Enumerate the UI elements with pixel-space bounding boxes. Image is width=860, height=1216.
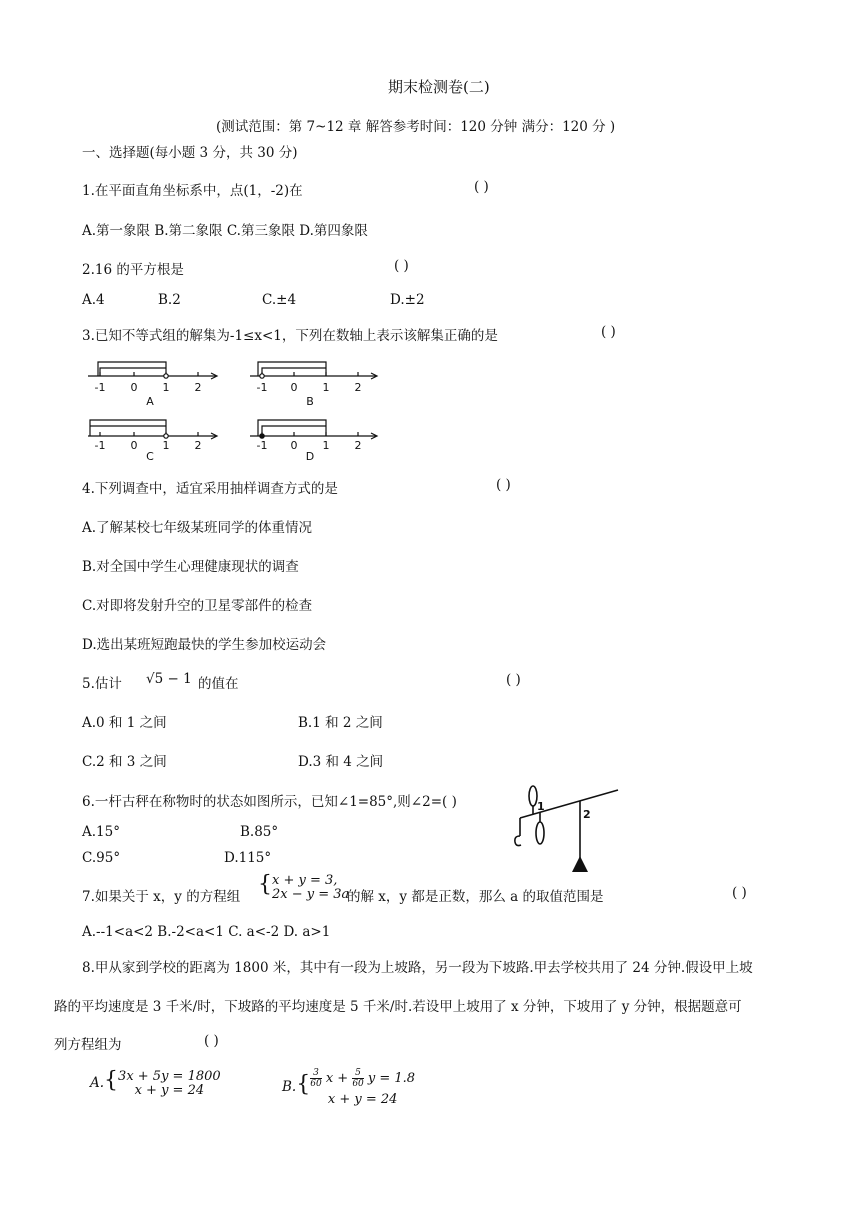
axis-b-tick-1: -1 xyxy=(256,381,268,394)
question-5-answer-paren: ( ) xyxy=(506,672,521,688)
option-a-label: A xyxy=(146,395,154,408)
steelyard-diagram xyxy=(508,780,628,880)
question-7-options: A.--1<a<2 B.-2<a<1 C. a<-2 D. a>1 xyxy=(82,924,331,940)
axis-b-tick-2: 0 xyxy=(290,381,298,394)
question-4-stem: 4.下列调查中，适宜采用抽样调查方式的是 xyxy=(82,481,338,497)
number-line-c xyxy=(88,420,217,439)
axis-c-tick-4: 2 xyxy=(194,439,202,452)
question-8-answer-paren: ( ) xyxy=(204,1033,219,1049)
question-2-answer-paren: ( ) xyxy=(394,258,409,274)
question-5-expression: √5 − 1 xyxy=(146,671,192,687)
question-7-answer-paren: ( ) xyxy=(732,885,747,901)
section-heading: 一、选择题(每小题 3 分，共 30 分) xyxy=(82,145,298,161)
weight-triangle xyxy=(572,856,588,872)
axis-a-tick-4: 2 xyxy=(194,381,202,394)
question-6-option-a: A.15° xyxy=(82,824,120,840)
question-7-stem-end: 的解 x，y 都是正数，那么 a 的取值范围是 xyxy=(347,889,604,905)
question-3-stem: 3.已知不等式组的解集为-1≤x<1，下列在数轴上表示该解集正确的是 xyxy=(82,328,498,344)
fraction-3-60: $\frac{3}{60}$ xyxy=(310,1068,322,1089)
question-4-option-c: C.对即将发射升空的卫星零部件的检查 xyxy=(82,598,313,614)
equation-stack xyxy=(310,1068,415,1107)
equation-2: x + y = 24 xyxy=(134,1082,205,1098)
option-b-label: B. xyxy=(282,1079,297,1095)
question-5-stem-end: 的值在 xyxy=(198,676,239,692)
equation-2: x + y = 24 xyxy=(327,1092,398,1107)
question-8-option-b xyxy=(282,1068,415,1107)
equation-1: $\frac{3}{60}$ x + $\frac{5}{60}$ y = 1.8 xyxy=(310,1068,416,1089)
equation-stack xyxy=(272,874,349,902)
number-line-a xyxy=(88,362,217,379)
question-2-option-a: A.4 xyxy=(82,292,105,308)
axis-b-tick-4: 2 xyxy=(354,381,362,394)
question-6-option-b: B.85° xyxy=(240,824,279,840)
question-5-option-c: C.2 和 3 之间 xyxy=(82,754,167,770)
question-5-option-d: D.3 和 4 之间 xyxy=(298,754,384,770)
question-3-number-lines xyxy=(80,352,400,464)
page-title: 期末检测卷(二) xyxy=(388,78,490,96)
axis-c-tick-2: 0 xyxy=(130,439,138,452)
question-1-options: A.第一象限 B.第二象限 C.第三象限 D.第四象限 xyxy=(82,223,368,239)
question-2-option-b: B.2 xyxy=(158,292,181,308)
question-6-stem: 6.一杆古秤在称物时的状态如图所示，已知∠1=85°,则∠2=( ) xyxy=(82,794,457,810)
question-8-option-a xyxy=(90,1068,221,1098)
question-4-answer-paren: ( ) xyxy=(496,477,511,493)
equation-stack xyxy=(118,1070,221,1098)
question-7-stem: 7.如果关于 x，y 的方程组 xyxy=(82,889,241,905)
axis-c-tick-1: -1 xyxy=(94,439,106,452)
equation-2: 2x − y = 3a xyxy=(272,886,350,902)
option-d-label: D xyxy=(305,450,315,463)
question-4-option-d: D.选出某班短跑最快的学生参加校运动会 xyxy=(82,637,327,653)
exam-subtitle: (测试范围：第 7~12 章 解答参考时间：120 分钟 满分：120 分 ) xyxy=(216,119,616,135)
question-8-line-1: 8.甲从家到学校的距离为 1800 米，其中有一段为上坡路，另一段为下坡路.甲去学校共用了 24 分钟.假设甲上坡 xyxy=(82,960,753,976)
question-2-stem: 2.16 的平方根是 xyxy=(82,262,184,278)
question-8-line-3: 列方程组为 xyxy=(54,1037,122,1053)
question-3-answer-paren: ( ) xyxy=(601,324,616,340)
left-brace: { xyxy=(258,872,272,897)
left-brace: { xyxy=(296,1072,311,1097)
question-5-option-b: B.1 和 2 之间 xyxy=(298,715,383,731)
question-6-option-c: C.95° xyxy=(82,850,121,866)
equation-1: x + y = 3, xyxy=(272,872,338,888)
axis-a-tick-2: 0 xyxy=(130,381,138,394)
axis-d-tick-2: 0 xyxy=(290,439,298,452)
angle-1-label: 1 xyxy=(537,800,545,813)
question-4-option-a: A.了解某校七年级某班同学的体重情况 xyxy=(82,520,313,536)
question-1-answer-paren: ( ) xyxy=(474,179,489,195)
question-1-stem: 1.在平面直角坐标系中，点(1，-2)在 xyxy=(82,183,303,199)
axis-d-tick-1: -1 xyxy=(256,439,268,452)
question-7-system xyxy=(258,872,349,902)
option-b-label: B xyxy=(306,395,314,408)
question-4-option-b: B.对全国中学生心理健康现状的调查 xyxy=(82,559,299,575)
question-5-stem: 5.估计 xyxy=(82,676,122,692)
number-line-b xyxy=(250,362,377,379)
number-line-d xyxy=(250,420,377,439)
question-2-option-c: C.±4 xyxy=(262,292,297,308)
question-6-option-d: D.115° xyxy=(224,850,272,866)
option-c-label: C xyxy=(146,450,154,463)
axis-d-tick-4: 2 xyxy=(354,439,362,452)
axis-d-tick-3: 1 xyxy=(322,439,330,452)
axis-c-tick-3: 1 xyxy=(162,439,170,452)
angle-2-label: 2 xyxy=(583,808,591,821)
fraction-5-60: $\frac{5}{60}$ xyxy=(352,1068,364,1089)
axis-b-tick-3: 1 xyxy=(322,381,330,394)
question-8-line-2: 路的平均速度是 3 千米/时，下坡路的平均速度是 5 千米/时.若设甲上坡用了 x 分钟，下坡用了 y 分钟，根据题意可 xyxy=(54,999,742,1015)
question-5-option-a: A.0 和 1 之间 xyxy=(82,715,167,731)
option-a-label: A. xyxy=(90,1075,105,1091)
question-2-option-d: D.±2 xyxy=(390,292,425,308)
equation-1: 3x + 5y = 1800 xyxy=(118,1068,221,1084)
axis-a-tick-1: -1 xyxy=(94,381,106,394)
axis-a-tick-3: 1 xyxy=(162,381,170,394)
left-brace: { xyxy=(104,1068,119,1093)
